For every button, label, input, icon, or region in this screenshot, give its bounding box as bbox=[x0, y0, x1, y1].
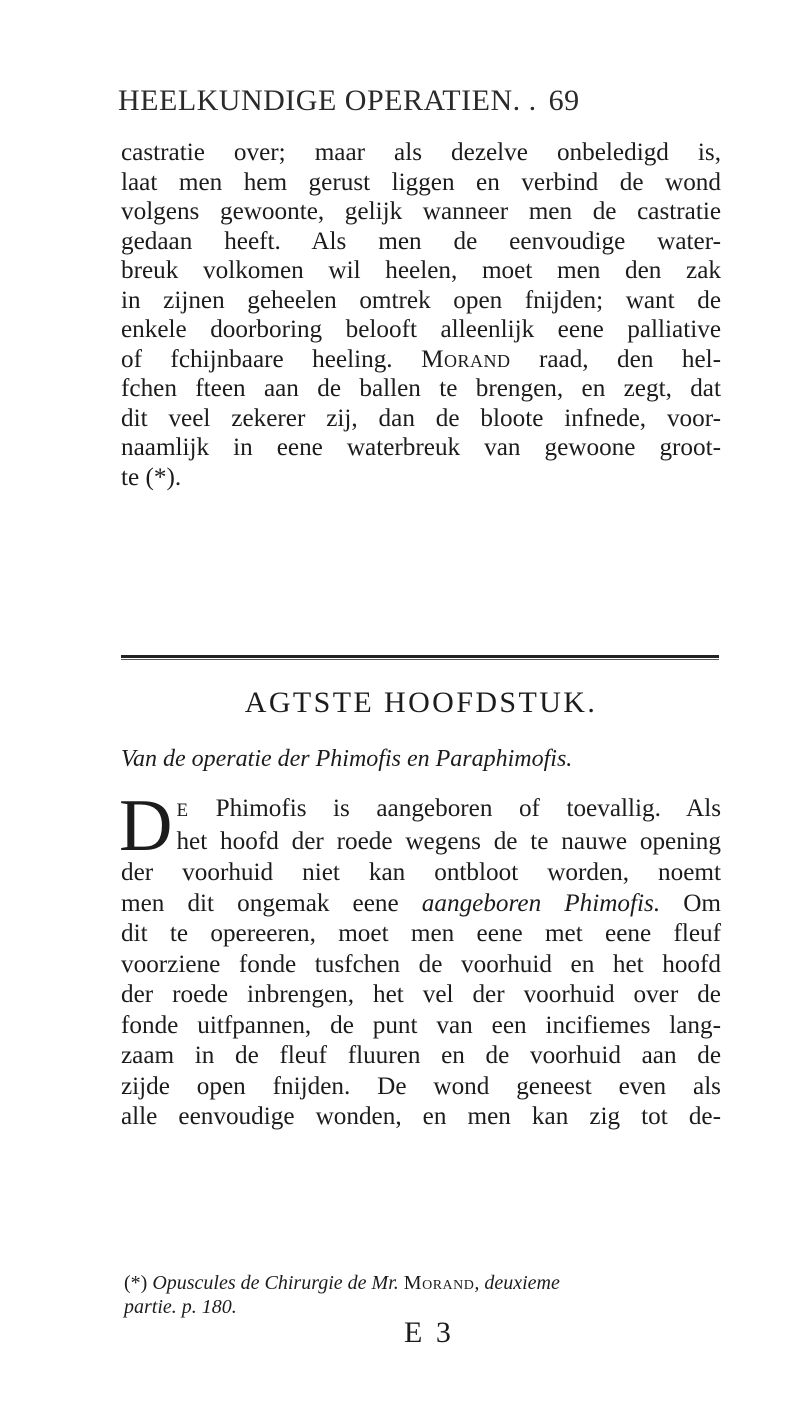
text-line bbox=[121, 794, 721, 827]
text-line: zijde open fnijden. De wond geneest even als bbox=[121, 1072, 721, 1100]
text-line: dit veel zekerer zij, dan de bloote infnede, voor- bbox=[121, 404, 721, 432]
chapter-paragraph bbox=[119, 785, 721, 1133]
section-divider bbox=[121, 655, 719, 660]
footnote-line: partie. p. 180. bbox=[124, 1296, 237, 1318]
text-line: laat men hem gerust liggen en verbind de wond bbox=[121, 168, 721, 196]
text-fragment: of fchijnbaare heeling. bbox=[121, 345, 393, 373]
text-fragment: raad, den hel- bbox=[538, 345, 722, 373]
text-line: in zijnen geheelen omtrek open fnijden; want de bbox=[121, 286, 721, 314]
drop-cap: D bbox=[119, 785, 173, 867]
text-fragment: Phimofis is aangeboren of toevallig. Als bbox=[189, 795, 721, 822]
signature-mark: E 3 bbox=[404, 1316, 454, 1349]
chapter-title: AGTSTE HOOFDSTUK. bbox=[244, 686, 598, 719]
running-head-separator: . bbox=[528, 84, 537, 117]
footnote-rest: , deuxieme bbox=[474, 1272, 560, 1294]
text-line: zaam in de fleuf fluuren en de voorhuid aan de bbox=[121, 1042, 721, 1069]
footnote-marker: (*) bbox=[124, 1272, 148, 1294]
footnote-author: Morand bbox=[403, 1272, 475, 1294]
page-number: 69 bbox=[548, 84, 580, 117]
text-line: gedaan heeft. Als men de eenvoudige water- bbox=[121, 227, 721, 255]
text-line: castratie over; maar als dezelve onbeledigd is, bbox=[121, 139, 721, 166]
text-line bbox=[121, 345, 721, 375]
text-fragment: E bbox=[176, 800, 190, 821]
chapter-subtitle: Van de operatie der Phimofis en Paraphimofis. bbox=[121, 746, 573, 772]
text-line: dit te opereeren, moet men eene met eene fleuf bbox=[121, 920, 721, 947]
text-line: der roede inbrengen, het vel der voorhuid over de bbox=[121, 981, 721, 1008]
running-title: HEELKUNDIGE OPERATIEN. bbox=[118, 84, 521, 117]
text-line: breuk volkomen wil heelen, moet men den zak bbox=[121, 257, 721, 284]
text-line: naamlijk in eene waterbreuk van gewoone groot- bbox=[121, 434, 721, 461]
text-line: fchen fteen aan de ballen te brengen, en zegt, dat bbox=[121, 375, 721, 402]
text-line bbox=[121, 889, 721, 920]
text-line: volgens gewoonte, gelijk wanneer men de castratie bbox=[121, 198, 721, 225]
text-line: der voorhuid niet kan ontbloot worden, noemt bbox=[121, 859, 721, 886]
footnote-source: Opuscules de Chirurgie de Mr. bbox=[152, 1272, 399, 1294]
italic-term: aangeboren Phimofis. bbox=[421, 889, 661, 917]
text-line: het hoofd der roede wegens de te nauwe opening bbox=[176, 827, 721, 855]
author-name: Morand bbox=[421, 345, 511, 373]
footnote-line bbox=[124, 1271, 724, 1295]
text-line: te (*). bbox=[121, 463, 182, 491]
text-line: enkele doorboring belooft alleenlijk eene palliative bbox=[121, 316, 721, 343]
text-fragment: Om bbox=[660, 889, 721, 917]
paragraph-continued bbox=[121, 138, 721, 492]
text-line: alle eenvoudige wonden, en men kan zig tot de- bbox=[121, 1103, 721, 1130]
text-line: voorziene fonde tusfchen de voorhuid en het hoofd bbox=[121, 950, 721, 978]
footnote bbox=[124, 1271, 724, 1319]
text-fragment: men dit ongemak eene bbox=[121, 889, 399, 917]
running-head bbox=[118, 84, 678, 118]
text-line: fonde uitfpannen, de punt van een incifiemes lang- bbox=[121, 1011, 721, 1039]
